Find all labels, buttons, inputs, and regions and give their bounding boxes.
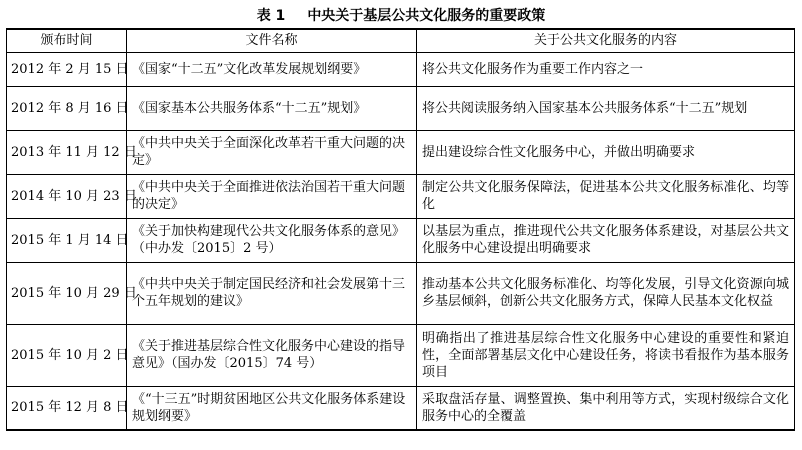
cell-document: 《中共中央关于全面深化改革若干重大问题的决定》 xyxy=(127,130,417,174)
cell-content: 将公共文化服务作为重要工作内容之一 xyxy=(417,52,795,86)
cell-document: 《关于加快构建现代公共文化服务体系的意见》（中办发〔2015〕2 号） xyxy=(127,218,417,262)
table-row xyxy=(7,86,795,130)
cell-content: 制定公共文化服务保障法，促进基本公共文化服务标准化、均等化 xyxy=(417,174,795,218)
cell-document: 《国家基本公共服务体系“十二五”规划》 xyxy=(127,86,417,130)
table-title: 中央关于基层公共文化服务的重要政策 xyxy=(307,8,546,24)
table-number: 表 1 xyxy=(256,8,286,24)
cell-document: 《中共中央关于全面推进依法治国若干重大问题的决定》 xyxy=(127,174,417,218)
cell-date: 2015 年 1 月 14 日 xyxy=(7,218,127,262)
header-document: 文件名称 xyxy=(127,29,417,52)
cell-date: 2014 年 10 月 23 日 xyxy=(7,174,127,218)
table-row xyxy=(7,52,795,86)
table-row xyxy=(7,174,795,218)
table-header-row xyxy=(7,29,795,52)
cell-document: 《“十三五”时期贫困地区公共文化服务体系建设规划纲要》 xyxy=(127,386,417,430)
table-row xyxy=(7,324,795,386)
cell-document: 《关于推进基层综合性文化服务中心建设的指导意见》（国办发〔2015〕74 号） xyxy=(127,324,417,386)
cell-document: 《中共中央关于制定国民经济和社会发展第十三个五年规划的建议》 xyxy=(127,262,417,324)
cell-date: 2013 年 11 月 12 日 xyxy=(7,130,127,174)
cell-content: 推动基本公共文化服务标准化、均等化发展，引导文化资源向城乡基层倾斜，创新公共文化服务方式，保障人民基本文化权益 xyxy=(417,262,795,324)
cell-content: 明确指出了推进基层综合性文化服务中心建设的重要性和紧迫性，全面部署基层文化中心建设任务，将读书看报作为基本服务项目 xyxy=(417,324,795,386)
cell-content: 将公共阅读服务纳入国家基本公共服务体系“十二五”规划 xyxy=(417,86,795,130)
cell-date: 2015 年 10 月 2 日 xyxy=(7,324,127,386)
header-content: 关于公共文化服务的内容 xyxy=(417,29,795,52)
table-row xyxy=(7,386,795,430)
table-caption xyxy=(6,4,796,26)
policy-table xyxy=(6,28,795,431)
cell-date: 2015 年 10 月 29 日 xyxy=(7,262,127,324)
header-date: 颁布时间 xyxy=(7,29,127,52)
table-row xyxy=(7,262,795,324)
cell-content: 以基层为重点，推进现代公共文化服务体系建设，对基层公共文化服务中心建设提出明确要求 xyxy=(417,218,795,262)
table-row xyxy=(7,218,795,262)
table-row xyxy=(7,130,795,174)
cell-document: 《国家“十二五”文化改革发展规划纲要》 xyxy=(127,52,417,86)
cell-content: 提出建设综合性文化服务中心，并做出明确要求 xyxy=(417,130,795,174)
cell-date: 2012 年 8 月 16 日 xyxy=(7,86,127,130)
cell-date: 2015 年 12 月 8 日 xyxy=(7,386,127,430)
cell-content: 采取盘活存量、调整置换、集中利用等方式，实现村级综合文化服务中心的全覆盖 xyxy=(417,386,795,430)
cell-date: 2012 年 2 月 15 日 xyxy=(7,52,127,86)
